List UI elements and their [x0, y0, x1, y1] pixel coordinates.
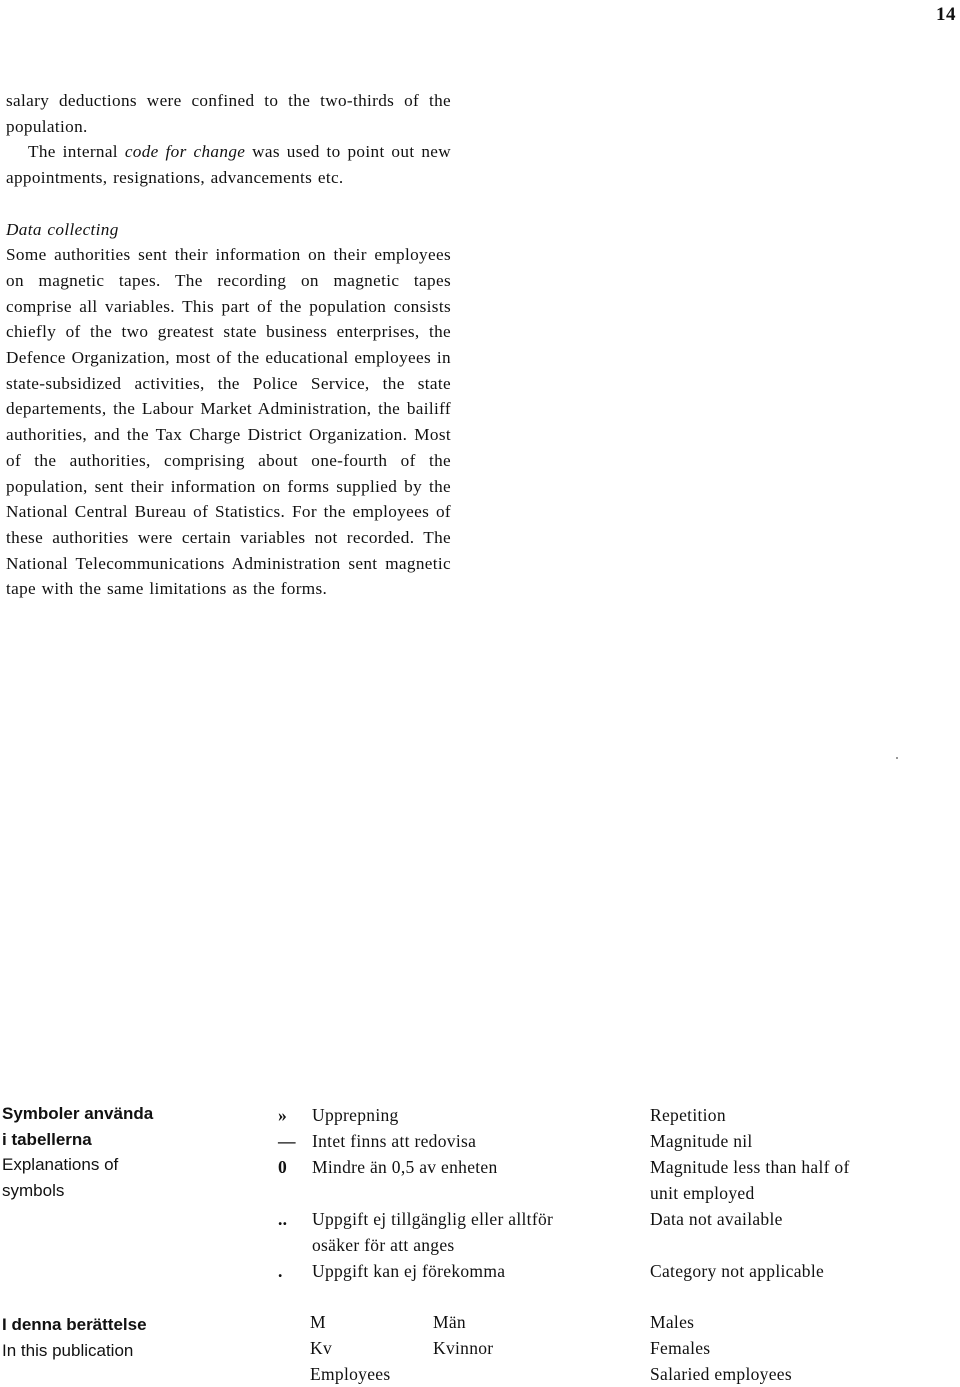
publication-label-en: In this publication: [2, 1340, 134, 1360]
legend-symbol: »: [278, 1105, 288, 1125]
legend-symbol: ..: [278, 1209, 288, 1229]
symbols-legend-label: [2, 1101, 252, 1203]
legend-sv-2: osäker för att anges: [312, 1235, 455, 1255]
term-code-for-change: code for change: [124, 142, 246, 162]
paragraph-code-pre: The internal: [28, 142, 125, 162]
symbols-label-en-1: Explanations of: [2, 1155, 119, 1174]
legend-sv: Uppgift kan ej förekomma: [312, 1261, 506, 1281]
page-number: 14: [936, 4, 956, 25]
pub-abbr-kv: Kv: [310, 1338, 332, 1358]
legend-row-not-available: [278, 1206, 553, 1232]
legend-row-repetition: [278, 1102, 399, 1128]
pub-en-kv: Females: [650, 1338, 711, 1358]
publication-label: [2, 1312, 147, 1363]
legend-sv: Mindre än 0,5 av enheten: [312, 1157, 498, 1177]
legend-row-nil: [278, 1128, 476, 1154]
symbols-label-sv-2: i tabellerna: [2, 1129, 92, 1149]
section-heading-data-collecting: Data collecting: [6, 219, 119, 239]
paragraph-code-for-change: [6, 139, 451, 190]
symbols-label-en-2: symbols: [2, 1180, 65, 1200]
legend-sv: Upprepning: [312, 1105, 399, 1125]
pub-en-employees: Salaried employees: [650, 1364, 792, 1384]
legend-en-repetition: Repetition: [650, 1105, 726, 1125]
legend-symbol: .: [278, 1261, 283, 1281]
symbols-label-sv-1: Symboler använda: [2, 1104, 154, 1123]
legend-row-not-applicable: [278, 1258, 505, 1284]
legend-sv: Intet finns att redovisa: [312, 1131, 477, 1151]
legend-en-less-than-half-1: Magnitude less than half of: [650, 1157, 850, 1177]
body-text: [6, 88, 451, 602]
legend-symbol: 0: [278, 1157, 288, 1177]
paragraph-data-collecting: Some authorities sent their information on their employees on magnetic tapes. The recording on magnetic tapes comprise all variables. This part of the population consists chiefly of the two greatest state business enterprises, the Defence Organization, most of the educational employees in state-subsidized activities, the Police Service, the state departements, the Labour Market Administration, the bailiff authorities, and the Tax Charge District Organization. Most of the authorities, comprising about one-fourth of the population, sent their information on forms supplied by the National Central Bureau of Statistics. For the employees of these authorities were certain variables not recorded. The National Telecommunications Administration sent magnetic tape with the same limitations as the forms.: [6, 245, 451, 599]
legend-en-not-applicable: Category not applicable: [650, 1261, 825, 1281]
paragraph-salary: salary deductions were confined to the two-thirds of the population.: [6, 91, 451, 136]
pub-en-m: Males: [650, 1312, 695, 1332]
pub-sv-m: Män: [433, 1312, 466, 1332]
publication-label-sv: I denna berättelse: [2, 1315, 147, 1334]
legend-symbol: —: [278, 1131, 296, 1151]
legend-sv-1: Uppgift ej tillgänglig eller alltför: [312, 1209, 554, 1229]
legend-en-not-available: Data not available: [650, 1209, 783, 1229]
paragraph-code-post: was used to point out new appointments, resignations, advancements etc.: [6, 142, 452, 188]
pub-abbr-m: M: [310, 1312, 326, 1332]
legend-en-less-than-half-2: unit employed: [650, 1183, 755, 1203]
pub-abbr-employees: Employees: [310, 1364, 391, 1384]
legend-row-not-available-cont: [278, 1232, 455, 1258]
legend-row-less-than-half: [278, 1154, 498, 1180]
print-speck: [896, 757, 898, 759]
legend-en-nil: Magnitude nil: [650, 1131, 753, 1151]
pub-sv-kv: Kvinnor: [433, 1338, 494, 1358]
